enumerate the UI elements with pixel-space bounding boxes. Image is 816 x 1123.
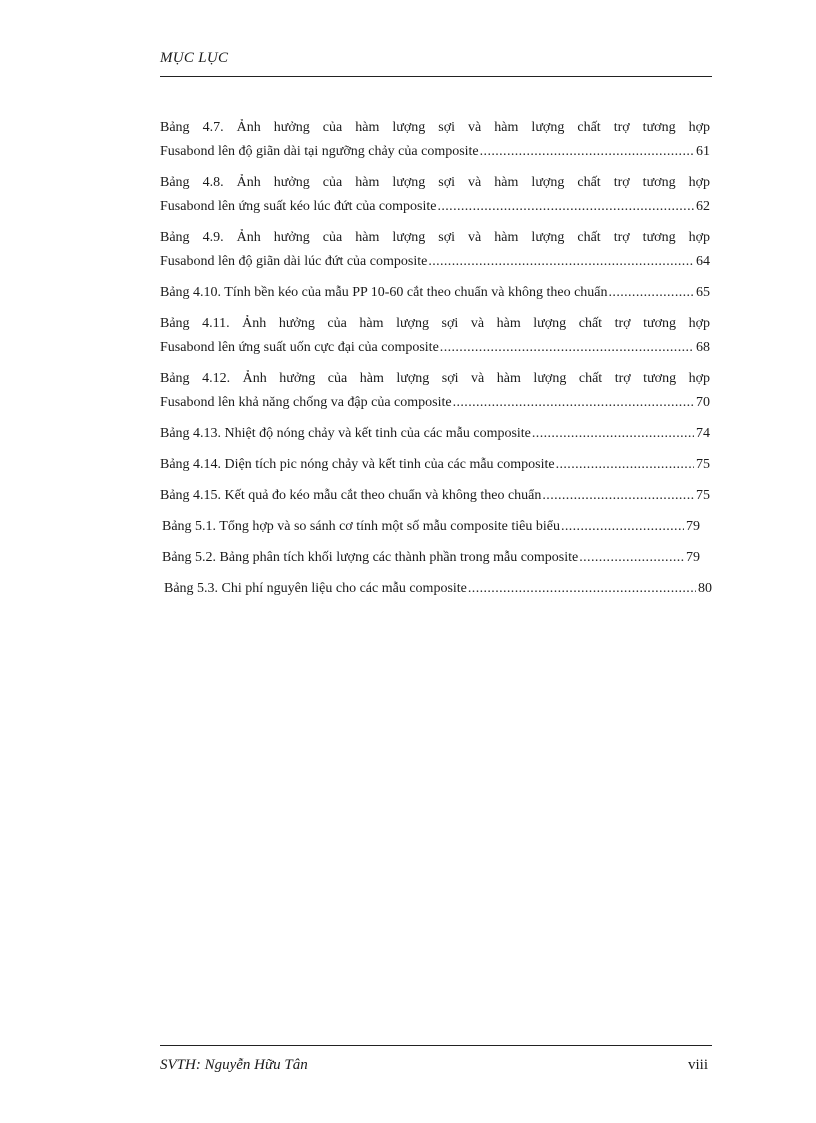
- toc-entry[interactable]: [160, 367, 710, 415]
- toc-page-number: 61: [696, 144, 710, 159]
- page-footer: [160, 1057, 708, 1074]
- toc-page-number: 70: [696, 395, 710, 410]
- toc-entry-title: Bảng 4.15. Kết quả đo kéo mẫu cắt theo chuẩn và không theo chuẩn: [160, 488, 542, 503]
- toc-entry[interactable]: [160, 116, 710, 164]
- header-rule: [160, 76, 712, 77]
- toc-entry-title: Bảng 5.1. Tổng hợp và so sánh cơ tính một số mẫu composite tiêu biểu: [162, 519, 560, 534]
- dot-leader: [532, 422, 694, 446]
- toc-page-number: 75: [696, 457, 710, 472]
- toc-page-number: 75: [696, 488, 710, 503]
- toc-entry-title: Bảng 5.2. Bảng phân tích khối lượng các thành phần trong mẫu composite: [162, 550, 579, 565]
- toc-page-number: 79: [686, 550, 700, 565]
- dot-leader: [437, 195, 694, 219]
- table-of-contents: [160, 116, 710, 608]
- toc-page-number: 64: [696, 254, 710, 269]
- toc-entry[interactable]: [160, 171, 710, 219]
- toc-entry[interactable]: [160, 312, 710, 360]
- toc-entry[interactable]: [160, 577, 710, 601]
- toc-entry-title: Bảng 4.10. Tính bền kéo của mẫu PP 10-60 cắt theo chuẩn và không theo chuẩn: [160, 285, 608, 300]
- dot-leader: [480, 140, 694, 164]
- toc-page-number: 79: [686, 519, 700, 534]
- toc-entry-title-line1: Bảng 4.12. Ảnh hưởng của hàm lượng sợi và hàm lượng chất trợ tương hợp: [160, 371, 710, 386]
- dot-leader: [579, 546, 684, 570]
- toc-entry-title-line1: Bảng 4.7. Ảnh hưởng của hàm lượng sợi và hàm lượng chất trợ tương hợp: [160, 120, 710, 135]
- toc-entry-title-line2: Fusabond lên khả năng chống va đập của composite: [160, 395, 452, 410]
- toc-page-number: 62: [696, 199, 710, 214]
- footer-page-number: viii: [687, 1057, 708, 1073]
- dot-leader: [468, 577, 696, 601]
- toc-entry-title-line1: Bảng 4.11. Ảnh hưởng của hàm lượng sợi và hàm lượng chất trợ tương hợp: [160, 316, 710, 331]
- toc-entry-title-line1: Bảng 4.9. Ảnh hưởng của hàm lượng sợi và hàm lượng chất trợ tương hợp: [160, 230, 710, 245]
- dot-leader: [440, 336, 694, 360]
- footer-rule: [160, 1045, 712, 1046]
- toc-entry-title-line2: Fusabond lên ứng suất kéo lúc đứt của composite: [160, 199, 437, 214]
- toc-page-number: 65: [696, 285, 710, 300]
- toc-entry-title: Bảng 4.13. Nhiệt độ nóng chảy và kết tinh của các mẫu composite: [160, 426, 531, 441]
- toc-entry[interactable]: [160, 515, 710, 539]
- page-header: MỤC LỤC: [160, 50, 229, 66]
- toc-page-number: 74: [696, 426, 710, 441]
- toc-entry[interactable]: [160, 422, 710, 446]
- toc-page-number: 80: [698, 581, 712, 596]
- toc-entry-title: Bảng 5.3. Chi phí nguyên liệu cho các mẫu composite: [164, 581, 467, 596]
- dot-leader: [561, 515, 684, 539]
- dot-leader: [453, 391, 694, 415]
- toc-entry[interactable]: [160, 546, 710, 570]
- dot-leader: [609, 281, 694, 305]
- dot-leader: [542, 484, 694, 508]
- toc-entry[interactable]: [160, 281, 710, 305]
- toc-entry-title-line2: Fusabond lên độ giãn dài lúc đứt của composite: [160, 254, 428, 269]
- toc-entry-title: Bảng 4.14. Diện tích pic nóng chảy và kết tinh của các mẫu composite: [160, 457, 555, 472]
- toc-entry[interactable]: [160, 453, 710, 477]
- dot-leader: [556, 453, 694, 477]
- toc-page-number: 68: [696, 340, 710, 355]
- footer-author: SVTH: Nguyễn Hữu Tân: [160, 1057, 308, 1073]
- toc-entry-title-line2: Fusabond lên ứng suất uốn cực đại của composite: [160, 340, 439, 355]
- toc-entry[interactable]: [160, 484, 710, 508]
- toc-entry-title-line2: Fusabond lên độ giãn dài tại ngưỡng chảy của composite: [160, 144, 479, 159]
- toc-entry[interactable]: [160, 226, 710, 274]
- toc-entry-title-line1: Bảng 4.8. Ảnh hưởng của hàm lượng sợi và hàm lượng chất trợ tương hợp: [160, 175, 710, 190]
- dot-leader: [428, 250, 694, 274]
